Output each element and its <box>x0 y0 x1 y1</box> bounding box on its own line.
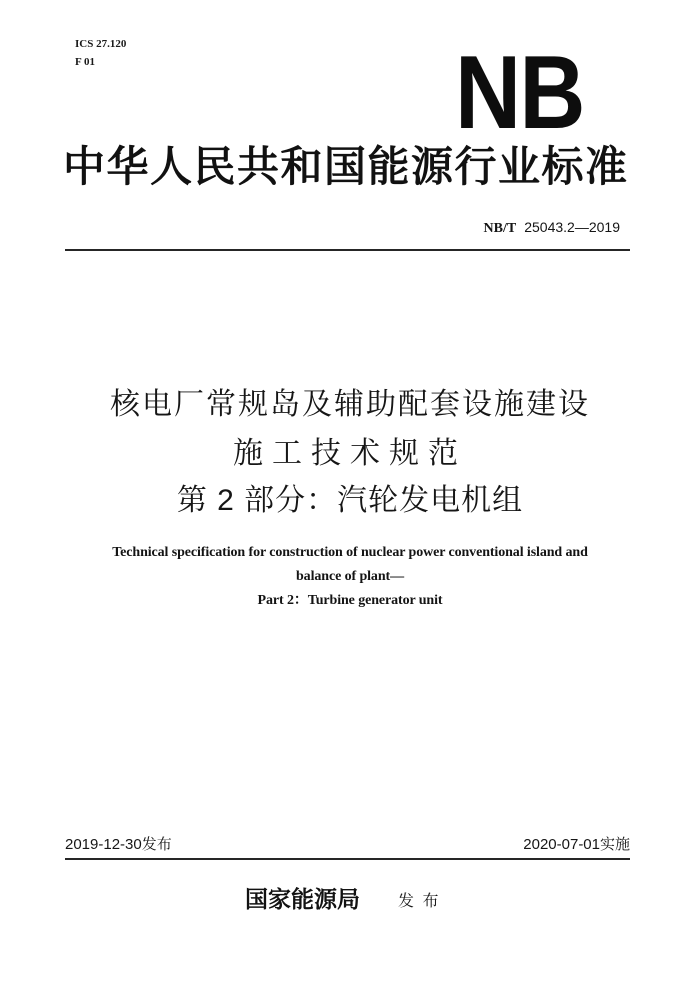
ics-code: ICS 27.120 <box>75 38 127 50</box>
chinese-title-line-1: 核电厂常规岛及辅助配套设施建设 <box>110 388 590 421</box>
header-divider <box>65 249 630 251</box>
standard-prefix: NB/T <box>483 221 517 236</box>
chinese-title-line-3: 第 2 部分：汽轮发电机组 <box>176 484 524 517</box>
classification-code: F 01 <box>75 56 96 68</box>
standard-category-title: 中华人民共和国能源行业标准 <box>63 142 629 191</box>
nb-logo: NB <box>455 35 584 151</box>
english-title-line-2: balance of plant— <box>296 569 404 584</box>
issue-label: 发 布 <box>398 893 441 910</box>
standard-number <box>484 218 620 238</box>
english-title-line-1: Technical specification for construction of nuclear power conventional island and <box>112 545 588 560</box>
english-title-line-3: Part 2：Turbine generator unit <box>257 593 443 608</box>
implement-date: 2020-07-01实施 <box>523 836 630 853</box>
footer-divider <box>65 858 630 860</box>
issuing-authority: 国家能源局 <box>245 886 360 913</box>
standard-code: 25043.2—2019 <box>524 219 620 235</box>
chinese-title-line-2: 施工技术规范 <box>233 437 467 470</box>
issue-date: 2019-12-30发布 <box>65 836 172 853</box>
